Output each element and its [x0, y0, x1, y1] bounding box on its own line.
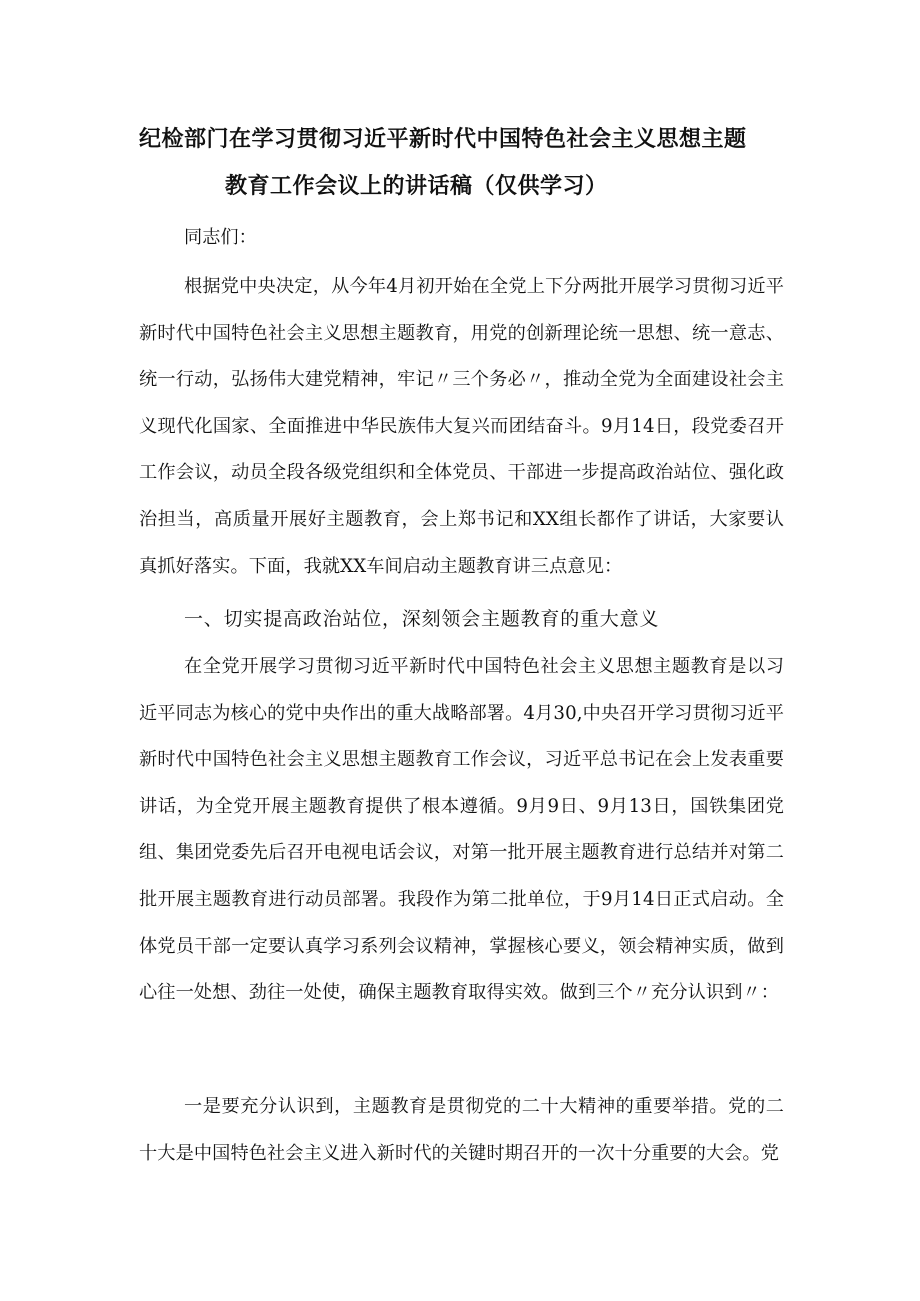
document-title-line1: 纪检部门在学习贯彻习近平新时代中国特色社会主义思想主题 [139, 127, 747, 152]
paragraph-section1 [139, 644, 784, 1017]
paragraph-point1 [139, 1084, 784, 1177]
paragraph-text: 一是要充分认识到，主题教育是贯彻党的二十大精神的重要举措。党的二十大是中国特色社会主义进入新时代的关键时期召开的一次十分重要的大会。党 [139, 1096, 784, 1164]
salutation: 同志们： [184, 227, 257, 248]
paragraph-intro [139, 264, 784, 590]
section-heading-1: 一、切实提高政治站位，深刻领会主题教育的重大意义 [184, 608, 660, 630]
paragraph-text: 在全党开展学习贯彻习近平新时代中国特色社会主义思想主题教育是以习近平同志为核心的党中央作出的重大战略部署。4月30,中央召开学习贯彻习近平新时代中国特色社会主义思想主题教育工作会议，习近平总书记在会上发表重要讲话，为全党开展主题教育提供了根本遵循。9月9日、9月13日，国铁集团党组、集团党委先后召开电视电话会议，对第一批开展主题教育进行总结并对第二批开展主题教育进行动员部署。我段作为第二批单位，于9月14日正式启动。全体党员干部一定要认真学习系列会议精神，掌握核心要义，领会精神实质，做到心往一处想、劲往一处使，确保主题教育取得实效。做到三个〃充分认识到〃： [139, 656, 784, 1004]
document-title-line2: 教育工作会议上的讲话稿（仅供学习） [225, 174, 608, 199]
paragraph-text: 根据党中央决定，从今年4月初开始在全党上下分两批开展学习贯彻习近平新时代中国特色社会主义思想主题教育，用党的创新理论统一思想、统一意志、统一行动，弘扬伟大建党精神，牢记〃三个务必〃，推动全党为全面建设社会主义现代化国家、全面推进中华民族伟大复兴而团结奋斗。9月14日，段党委召开工作会议，动员全段各级党组织和全体党员、干部进一步提高政治站位、强化政治担当，高质量开展好主题教育，会上郑书记和XX组长都作了讲话，大家要认真抓好落实。下面，我就XX车间启动主题教育讲三点意见： [139, 276, 784, 577]
